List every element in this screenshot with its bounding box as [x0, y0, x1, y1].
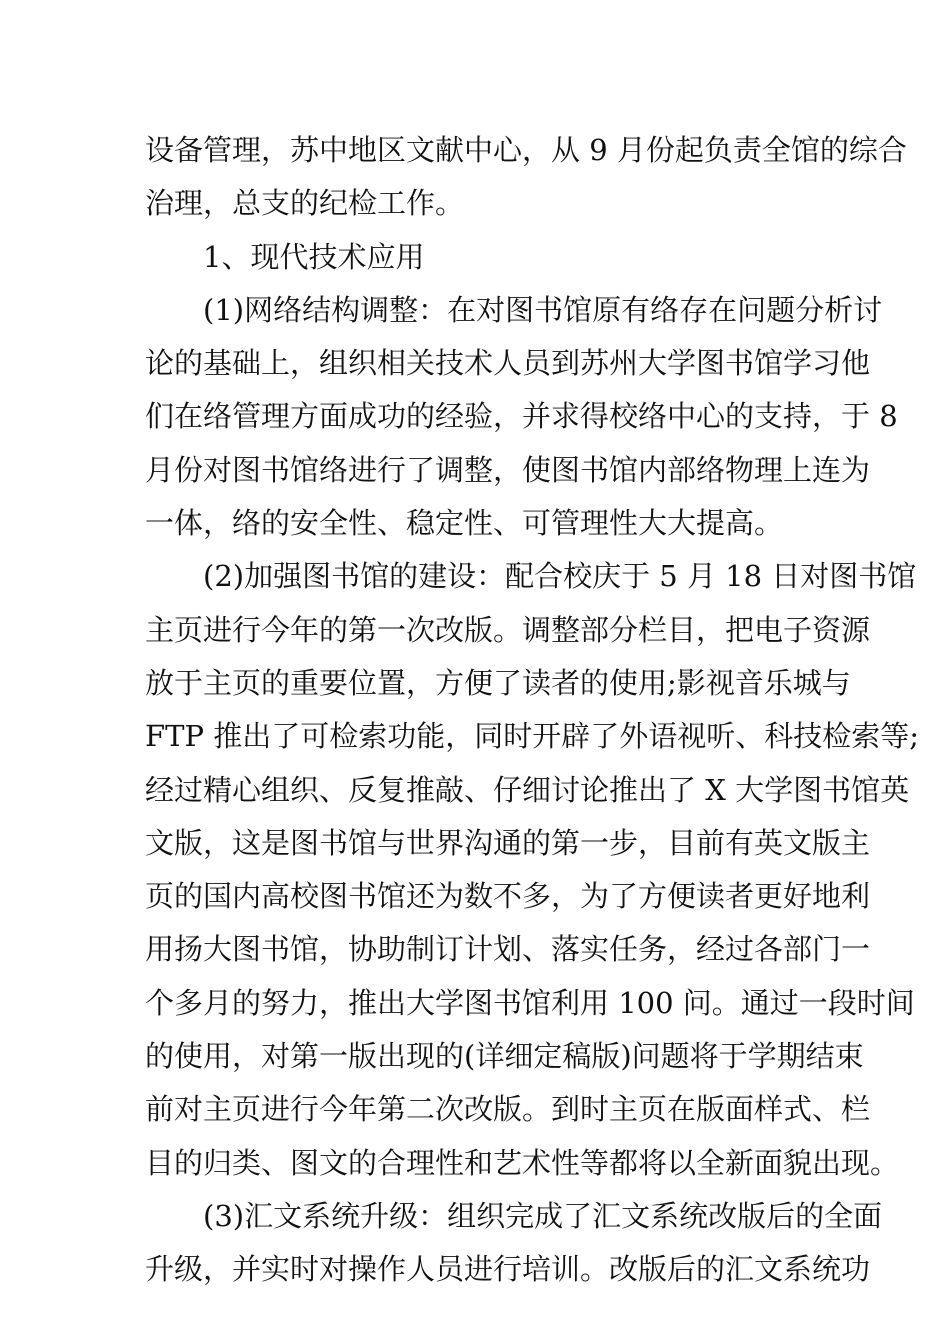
text-line: 页的国内高校图书馆还为数不多，为了方便读者更好地利	[145, 879, 871, 914]
text-line: 们在络管理方面成功的经验，并求得校络中心的支持，于 8	[145, 399, 898, 434]
text-line: 经过精心组织、反复推敲、仔细讨论推出了 X 大学图书馆英	[145, 772, 910, 807]
text-line: 的使用，对第一版出现的(详细定稿版)问题将于学期结束	[145, 1039, 864, 1074]
text-line: FTP 推出了可检索功能，同时开辟了外语视听、科技检索等;	[145, 719, 919, 754]
text-line: 目的归类、图文的合理性和艺术性等都将以全新面貌出现。	[145, 1145, 900, 1180]
text-line: 一体，络的安全性、稳定性、可管理性大大提高。	[145, 506, 784, 541]
text-line: 论的基础上，组织相关技术人员到苏州大学图书馆学习他	[145, 346, 871, 381]
paragraph-start-line: (1)网络结构调整：在对图书馆原有络存在问题分析讨	[203, 292, 883, 327]
text-line: 用扬大图书馆，协助制订计划、落实任务，经过各部门一	[145, 932, 871, 967]
text-line: 放于主页的重要位置，方便了读者的使用;影视音乐城与	[145, 665, 851, 700]
paragraph-start-line: (2)加强图书馆的建设：配合校庆于 5 月 18 日对图书馆	[203, 559, 917, 594]
text-line: 前对主页进行今年第二次改版。到时主页在版面样式、栏	[145, 1092, 871, 1127]
section-heading: 1、现代技术应用	[203, 239, 425, 274]
body-text	[145, 124, 919, 1297]
text-line: 设备管理，苏中地区文献中心，从 9 月份起负责全馆的综合	[145, 133, 907, 167]
text-line: 治理，总支的纪检工作。	[145, 186, 465, 221]
text-line: 个多月的努力，推出大学图书馆利用 100 问。通过一段时间	[145, 985, 915, 1020]
text-line: 升级，并实时对操作人员进行培训。改版后的汇文系统功	[145, 1252, 871, 1287]
text-line: 主页进行今年的第一次改版。调整部分栏目，把电子资源	[145, 612, 871, 647]
text-line: 文版，这是图书馆与世界沟通的第一步，目前有英文版主	[145, 825, 871, 860]
paragraph-start-line: (3)汇文系统升级：组织完成了汇文系统改版后的全面	[203, 1198, 883, 1233]
text-line: 月份对图书馆络进行了调整，使图书馆内部络物理上连为	[145, 452, 871, 487]
